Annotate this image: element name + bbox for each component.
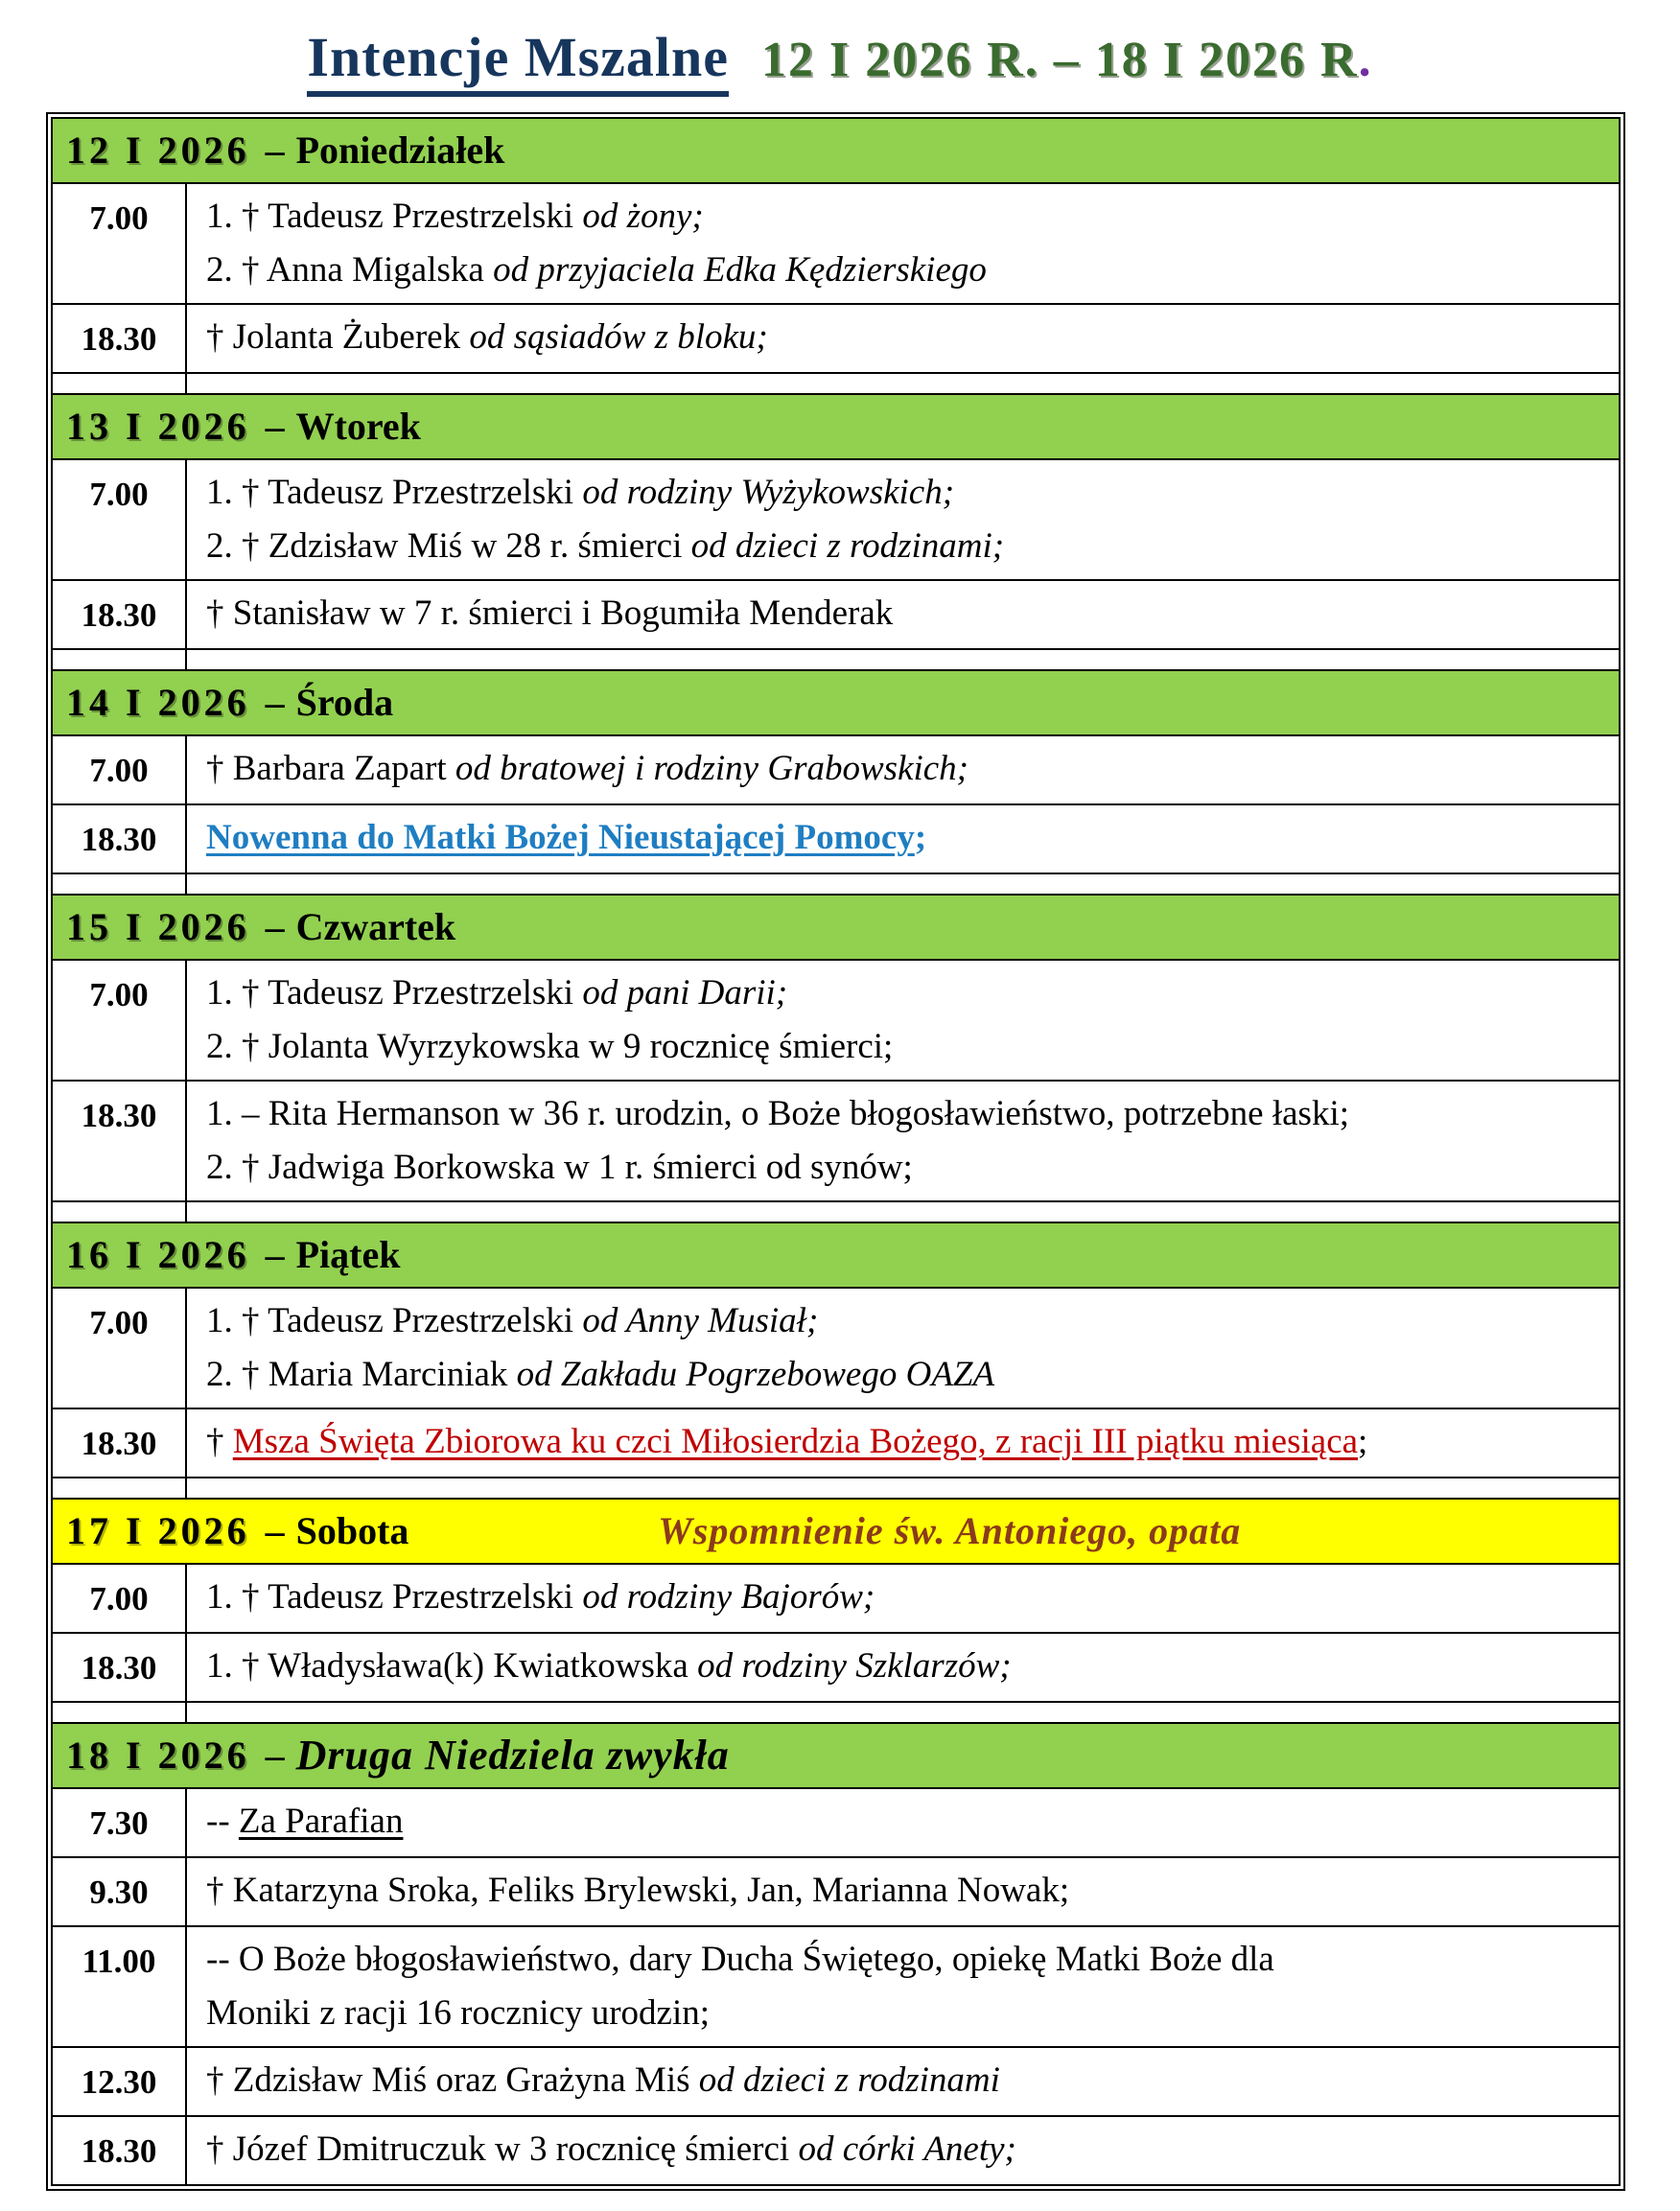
mass-time: 18.30 <box>52 304 186 373</box>
intention-line <box>206 587 1603 640</box>
intention-line <box>206 1294 1603 1348</box>
intention-line <box>206 1348 1603 1402</box>
separator-cell <box>52 1702 186 1723</box>
day-dash: – <box>265 404 285 448</box>
mass-intentions <box>186 1081 1620 1201</box>
mass-intentions <box>186 304 1620 373</box>
mass-time: 7.00 <box>52 183 186 304</box>
intention-segment: 1. † Tadeusz Przestrzelski <box>206 1577 583 1617</box>
schedule-table-body <box>52 118 1620 2185</box>
mass-row <box>52 1564 1620 1633</box>
mass-intentions <box>186 183 1620 304</box>
mass-row <box>52 1788 1620 1857</box>
intention-segment: † Józef Dmitruczuk w 3 rocznicę śmierci <box>206 2130 799 2169</box>
day-header-row <box>52 895 1620 960</box>
day-header-row <box>52 118 1620 183</box>
mass-time: 7.30 <box>52 1788 186 1857</box>
separator-cell <box>52 1201 186 1222</box>
mass-row <box>52 804 1620 873</box>
page-title <box>0 25 1680 97</box>
day-header-row <box>52 1723 1620 1788</box>
intention-line <box>206 1087 1603 1141</box>
intention-segment: od córki Anety; <box>798 2130 1016 2169</box>
separator-cell <box>186 1478 1620 1499</box>
mass-intentions <box>186 1926 1620 2047</box>
intention-line <box>206 190 1603 244</box>
intention-line <box>206 1020 1603 1074</box>
mass-intentions <box>186 1857 1620 1926</box>
collective-mass-link[interactable]: Msza Święta Zbiorowa ku czci Miłosierdzia Bożego, z racji III piątku miesiąca <box>232 1422 1359 1461</box>
mass-row <box>52 459 1620 580</box>
day-dash: – <box>265 680 285 724</box>
mass-time: 7.00 <box>52 1288 186 1408</box>
mass-intentions <box>186 1564 1620 1633</box>
mass-time: 7.00 <box>52 960 186 1081</box>
day-name: Poniedziałek <box>295 128 505 172</box>
mass-row <box>52 1633 1620 1702</box>
mass-time: 18.30 <box>52 804 186 873</box>
mass-time: 11.00 <box>52 1926 186 2047</box>
intention-segment: od sąsiadów z bloku; <box>469 317 768 357</box>
intention-line <box>206 1571 1603 1624</box>
day-separator-row <box>52 373 1620 394</box>
mass-row <box>52 1408 1620 1478</box>
intention-segment: 2. † Zdzisław Miś w 28 r. śmierci <box>206 526 691 566</box>
mass-intentions-page <box>0 25 1680 2211</box>
intention-segment: 1. † Tadeusz Przestrzelski <box>206 973 583 1012</box>
day-name: Wtorek <box>295 404 421 448</box>
mass-row <box>52 1926 1620 2047</box>
intention-segment: 2. † Jolanta Wyrzykowska w 9 rocznicę śmierci; <box>206 1027 894 1066</box>
intention-segment: † Barbara Zapart <box>206 749 455 788</box>
mass-time: 7.00 <box>52 459 186 580</box>
mass-row <box>52 304 1620 373</box>
title-date-range-text: 12 I 2026 R. – 18 I 2026 R <box>761 33 1359 87</box>
separator-cell <box>52 649 186 670</box>
intention-segment: od dzieci z rodzinami; <box>690 526 1005 566</box>
day-name: Sobota <box>295 1508 409 1552</box>
day-header <box>66 404 1605 449</box>
intention-segment: ; <box>1358 1422 1368 1461</box>
mass-intentions <box>186 1788 1620 1857</box>
separator-cell <box>186 873 1620 895</box>
intention-line <box>206 2054 1603 2107</box>
intention-segment: ; <box>914 818 927 857</box>
day-name: Środa <box>295 680 394 724</box>
novena-link[interactable]: Nowenna do Matki Bożej Nieustającej Pomocy <box>206 818 915 857</box>
mass-time: 7.00 <box>52 1564 186 1633</box>
intention-line <box>206 2123 1603 2176</box>
mass-row <box>52 1857 1620 1926</box>
intention-line <box>206 1640 1603 1693</box>
day-separator-row <box>52 1201 1620 1222</box>
day-date: 14 I 2026 <box>66 680 250 724</box>
day-name: Piątek <box>295 1232 401 1276</box>
day-dash: – <box>265 904 285 948</box>
day-separator-row <box>52 873 1620 895</box>
intention-line <box>206 1141 1603 1195</box>
intention-line <box>206 1864 1603 1918</box>
mass-intentions <box>186 2047 1620 2116</box>
mass-time: 7.00 <box>52 735 186 804</box>
intention-line <box>206 742 1603 796</box>
intention-segment: † Jolanta Żuberek <box>206 317 470 357</box>
intention-segment: -- O Boże błogosławieństwo, dary Ducha Świętego, opiekę Matki Boże dla <box>206 1940 1274 1979</box>
mass-schedule-table-frame <box>46 112 1625 2191</box>
intention-segment: 1. † Tadeusz Przestrzelski <box>206 473 583 512</box>
intention-segment: 2. † Jadwiga Borkowska w 1 r. śmierci od synów; <box>206 1148 913 1187</box>
day-separator-row <box>52 1702 1620 1723</box>
intention-segment: † Stanisław w 7 r. śmierci i Bogumiła Menderak <box>206 593 894 633</box>
intention-segment: od Anny Musiał; <box>582 1301 819 1340</box>
intention-line <box>206 1933 1603 1987</box>
intention-segment: od rodziny Wyżykowskich; <box>582 473 955 512</box>
day-header <box>66 128 1605 173</box>
intention-segment: 1. † Władysława(k) Kwiatkowska <box>206 1646 698 1686</box>
intention-line <box>206 1415 1603 1469</box>
intention-line <box>206 466 1603 520</box>
mass-row <box>52 2047 1620 2116</box>
intention-segment: 2. † Maria Marciniak <box>206 1355 517 1394</box>
day-name: Czwartek <box>295 904 456 948</box>
mass-row <box>52 1288 1620 1408</box>
intention-segment: † Katarzyna Sroka, Feliks Brylewski, Jan, Marianna Nowak; <box>206 1871 1070 1910</box>
mass-intentions <box>186 1288 1620 1408</box>
separator-cell <box>186 649 1620 670</box>
intention-line <box>206 811 1603 865</box>
separator-cell <box>52 373 186 394</box>
day-header <box>66 904 1605 949</box>
mass-row <box>52 960 1620 1081</box>
intention-segment: od żony; <box>582 197 704 236</box>
day-header-row <box>52 1499 1620 1564</box>
intention-segment: † <box>206 1422 233 1461</box>
mass-schedule-table <box>51 117 1621 2186</box>
intention-line <box>206 966 1603 1020</box>
intention-line <box>206 520 1603 573</box>
day-date: 12 I 2026 <box>66 128 250 172</box>
day-dash: – <box>265 1508 285 1552</box>
intention-line <box>206 1795 1603 1849</box>
intention-segment: -- <box>206 1802 239 1841</box>
intention-line <box>206 1987 1603 2040</box>
day-header-row <box>52 670 1620 735</box>
intention-segment: od bratowej i rodziny Grabowskich; <box>455 749 968 788</box>
mass-row <box>52 183 1620 304</box>
separator-cell <box>186 1702 1620 1723</box>
intention-segment: † Zdzisław Miś oraz Grażyna Miś <box>206 2060 699 2100</box>
intention-segment: 2. † Anna Migalska <box>206 250 494 290</box>
day-date: 18 I 2026 <box>66 1733 250 1777</box>
intention-segment: od dzieci z rodzinami <box>698 2060 1000 2100</box>
intention-segment: od rodziny Bajorów; <box>582 1577 875 1617</box>
day-date: 15 I 2026 <box>66 904 250 948</box>
mass-intentions <box>186 804 1620 873</box>
mass-time: 18.30 <box>52 580 186 649</box>
separator-cell <box>186 1201 1620 1222</box>
intention-segment: od rodziny Szklarzów; <box>697 1646 1012 1686</box>
day-header-row <box>52 394 1620 459</box>
day-dash: – <box>265 128 285 172</box>
mass-intentions <box>186 960 1620 1081</box>
intention-segment: 1. † Tadeusz Przestrzelski <box>206 197 583 236</box>
mass-row <box>52 735 1620 804</box>
mass-time: 12.30 <box>52 2047 186 2116</box>
intention-segment: Moniki z racji 16 rocznicy urodzin; <box>206 1993 711 2033</box>
day-separator-row <box>52 1478 1620 1499</box>
intention-segment: 1. † Tadeusz Przestrzelski <box>206 1301 583 1340</box>
mass-intentions <box>186 1408 1620 1478</box>
mass-row <box>52 1081 1620 1201</box>
mass-intentions <box>186 1633 1620 1702</box>
day-header <box>66 1508 1605 1553</box>
mass-intentions <box>186 2116 1620 2185</box>
day-header <box>66 1731 1605 1780</box>
mass-row <box>52 2116 1620 2185</box>
mass-time: 18.30 <box>52 1633 186 1702</box>
day-dash: – <box>265 1232 285 1276</box>
day-header <box>66 1232 1605 1277</box>
day-separator-row <box>52 649 1620 670</box>
intention-line <box>206 244 1603 297</box>
title-date-range <box>761 32 1373 88</box>
intention-segment: od pani Darii; <box>582 973 788 1012</box>
mass-intentions <box>186 580 1620 649</box>
mass-time: 18.30 <box>52 2116 186 2185</box>
day-dash: – <box>265 1733 285 1777</box>
mass-intentions <box>186 459 1620 580</box>
intention-segment: od przyjaciela Edka Kędzierskiego <box>493 250 987 290</box>
day-header-row <box>52 1222 1620 1288</box>
mass-time: 9.30 <box>52 1857 186 1926</box>
separator-cell <box>186 373 1620 394</box>
day-name: Druga Niedziela zwykła <box>295 1731 730 1779</box>
title-main: Intencje Mszalne <box>307 25 729 97</box>
intention-segment: 1. – Rita Hermanson w 36 r. urodzin, o Boże błogosławieństwo, potrzebne łaski; <box>206 1094 1350 1133</box>
intention-segment: od Zakładu Pogrzebowego OAZA <box>516 1355 995 1394</box>
intention-segment: Za Parafian <box>238 1802 404 1841</box>
mass-intentions <box>186 735 1620 804</box>
title-trailing-dot: . <box>1358 33 1373 87</box>
intention-line <box>206 311 1603 364</box>
mass-row <box>52 580 1620 649</box>
day-date: 16 I 2026 <box>66 1232 250 1276</box>
day-date: 13 I 2026 <box>66 404 250 448</box>
separator-cell <box>52 873 186 895</box>
feast-label: Wspomnienie św. Antoniego, opata <box>658 1508 1242 1552</box>
mass-time: 18.30 <box>52 1081 186 1201</box>
day-header <box>66 680 1605 725</box>
day-date: 17 I 2026 <box>66 1508 250 1552</box>
separator-cell <box>52 1478 186 1499</box>
mass-time: 18.30 <box>52 1408 186 1478</box>
